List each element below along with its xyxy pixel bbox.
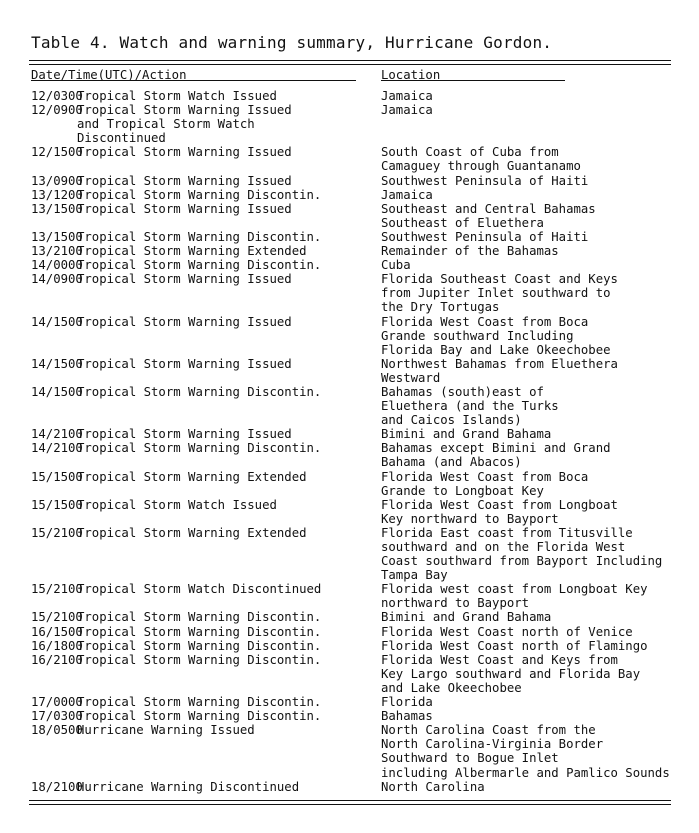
- row-action: Hurricane Warning Discontinued: [77, 779, 300, 794]
- bottom-rule-2: [29, 804, 671, 805]
- row-datetime: 12/1500: [31, 145, 83, 160]
- row-action: Tropical Storm Warning Extended: [77, 525, 307, 540]
- row-action: Tropical Storm Warning Discontin.: [77, 610, 322, 625]
- row-location: Florida West Coast from Longboat Key northward to Bayport: [381, 497, 618, 526]
- row-location: Southwest Peninsula of Haiti: [381, 173, 589, 188]
- row-datetime: 14/0900: [31, 272, 83, 287]
- row-action: Tropical Storm Warning Discontin.: [77, 638, 322, 653]
- row-location: Jamaica: [381, 187, 433, 202]
- table-row: [31, 625, 681, 639]
- table-row: [31, 639, 681, 653]
- row-datetime: 17/0300: [31, 709, 83, 724]
- row-datetime: 13/2100: [31, 244, 83, 259]
- row-location: Southeast and Central Bahamas Southeast of Eluethera: [381, 201, 596, 230]
- table-row: [31, 610, 681, 624]
- row-location: Florida West Coast from Boca Grande to Longboat Key: [381, 469, 589, 498]
- row-location: North Carolina: [381, 779, 485, 794]
- row-datetime: 13/1500: [31, 229, 83, 244]
- row-datetime: 15/2100: [31, 610, 83, 625]
- row-action: Tropical Storm Warning Issued: [77, 173, 292, 188]
- table-row: [31, 709, 681, 723]
- row-datetime: 18/0500: [31, 723, 83, 738]
- row-datetime: 12/0300: [31, 89, 83, 103]
- table-body: [31, 89, 681, 794]
- table-row: [31, 174, 681, 188]
- row-action: Tropical Storm Warning Issued: [77, 201, 292, 216]
- table-row: [31, 385, 681, 427]
- row-location: Southwest Peninsula of Haiti: [381, 229, 589, 244]
- row-location: Florida West Coast north of Flamingo: [381, 638, 648, 653]
- row-action: Tropical Storm Warning Issued: [77, 427, 292, 442]
- row-datetime: 14/1500: [31, 314, 83, 329]
- table-row: [31, 244, 681, 258]
- table-row: [31, 441, 681, 469]
- row-action: Tropical Storm Warning Issued: [77, 145, 292, 160]
- table-row: [31, 653, 681, 695]
- row-location: North Carolina Coast from the North Carolina-Virginia Border Southward to Bogue Inlet including Albermarle and Pamlico Sounds: [381, 723, 670, 780]
- row-datetime: 14/2100: [31, 427, 83, 442]
- row-location: Florida West Coast north of Venice: [381, 624, 633, 639]
- row-action: Tropical Storm Warning Discontin.: [77, 187, 322, 202]
- row-action: Tropical Storm Warning Issued: [77, 356, 292, 371]
- table-row: [31, 272, 681, 314]
- table-title: Table 4. Watch and warning summary, Hurricane Gordon.: [31, 33, 553, 52]
- table-row: [31, 695, 681, 709]
- header-location: Location: [381, 68, 441, 82]
- row-action: Tropical Storm Watch Discontinued: [77, 582, 322, 597]
- row-datetime: 16/1500: [31, 624, 83, 639]
- row-location: Florida East coast from Titusville southward and on the Florida West Coast southward from Bayport Including Tampa Bay: [381, 525, 663, 583]
- row-location: Florida Southeast Coast and Keys from Jupiter Inlet southward to the Dry Tortugas: [381, 272, 618, 315]
- row-datetime: 12/0900: [31, 103, 83, 118]
- row-location: Florida West Coast and Keys from Key Largo southward and Florida Bay and Lake Okeechobee: [381, 652, 641, 695]
- header-datetime-action: Date/Time(UTC)/Action: [31, 68, 187, 82]
- row-action: Tropical Storm Warning Extended: [77, 469, 307, 484]
- table-row: [31, 315, 681, 357]
- row-location: Bahamas (south)east of Eluethera (and the Turks and Caicos Islands): [381, 384, 559, 428]
- top-rule-1: [29, 60, 671, 61]
- row-datetime: 14/1500: [31, 356, 83, 371]
- row-location: Jamaica: [381, 89, 433, 103]
- table-row: [31, 202, 681, 230]
- row-datetime: 15/1500: [31, 469, 83, 484]
- row-location: Jamaica: [381, 103, 433, 118]
- table-row: [31, 498, 681, 526]
- header-location-underline: [381, 80, 565, 81]
- row-action: Tropical Storm Warning Discontin.: [77, 384, 322, 399]
- row-action: Tropical Storm Watch Issued: [77, 89, 277, 103]
- bottom-rule-1: [29, 800, 671, 801]
- row-location: Northwest Bahamas from Eluethera Westward: [381, 356, 618, 385]
- table-row: [31, 145, 681, 173]
- row-action: Tropical Storm Warning Discontin.: [77, 652, 322, 667]
- table-row: [31, 470, 681, 498]
- row-datetime: 16/2100: [31, 652, 83, 667]
- table-row: [31, 526, 681, 582]
- row-datetime: 13/1500: [31, 201, 83, 216]
- header-datetime-underline: [31, 80, 356, 81]
- row-action: Tropical Storm Warning Extended: [77, 244, 307, 259]
- row-datetime: 14/1500: [31, 384, 83, 399]
- row-location: Cuba: [381, 258, 411, 273]
- table-row: [31, 188, 681, 202]
- row-action: Tropical Storm Warning Issued: [77, 272, 292, 287]
- table-row: [31, 780, 681, 794]
- row-location: Remainder of the Bahamas: [381, 244, 559, 259]
- row-datetime: 15/2100: [31, 582, 83, 597]
- row-location: Bimini and Grand Bahama: [381, 610, 552, 625]
- row-datetime: 14/2100: [31, 441, 83, 456]
- row-action: Tropical Storm Watch Issued: [77, 497, 277, 512]
- table-row: [31, 103, 681, 145]
- table-row: [31, 258, 681, 272]
- row-action: Tropical Storm Warning Discontin.: [77, 624, 322, 639]
- table-row: [31, 230, 681, 244]
- row-datetime: 14/0000: [31, 258, 83, 273]
- row-action: Tropical Storm Warning Issued and Tropical Storm Watch Discontinued: [77, 103, 292, 146]
- row-datetime: 13/0900: [31, 173, 83, 188]
- row-location: Bahamas: [381, 709, 433, 724]
- table-row: [31, 723, 681, 779]
- table-row: [31, 427, 681, 441]
- row-datetime: 17/0000: [31, 695, 83, 710]
- row-location: Florida West Coast from Boca Grande southward Including Florida Bay and Lake Okeechobee: [381, 314, 611, 357]
- row-location: South Coast of Cuba from Camaguey through Guantanamo: [381, 145, 581, 174]
- row-action: Tropical Storm Warning Discontin.: [77, 709, 322, 724]
- table-row: [31, 357, 681, 385]
- row-action: Tropical Storm Warning Issued: [77, 314, 292, 329]
- row-location: Florida: [381, 695, 433, 710]
- row-location: Florida west coast from Longboat Key northward to Bayport: [381, 582, 648, 611]
- row-datetime: 13/1200: [31, 187, 83, 202]
- row-datetime: 15/1500: [31, 497, 83, 512]
- table-row: [31, 89, 681, 103]
- row-location: Bahamas except Bimini and Grand Bahama (and Abacos): [381, 441, 611, 470]
- row-action: Tropical Storm Warning Discontin.: [77, 695, 322, 710]
- row-action: Tropical Storm Warning Discontin.: [77, 441, 322, 456]
- table-row: [31, 582, 681, 610]
- top-rule-2: [29, 64, 671, 65]
- row-action: Tropical Storm Warning Discontin.: [77, 229, 322, 244]
- row-action: Tropical Storm Warning Discontin.: [77, 258, 322, 273]
- row-datetime: 15/2100: [31, 525, 83, 540]
- row-datetime: 18/2100: [31, 779, 83, 794]
- row-datetime: 16/1800: [31, 638, 83, 653]
- row-location: Bimini and Grand Bahama: [381, 427, 552, 442]
- row-action: Hurricane Warning Issued: [77, 723, 255, 738]
